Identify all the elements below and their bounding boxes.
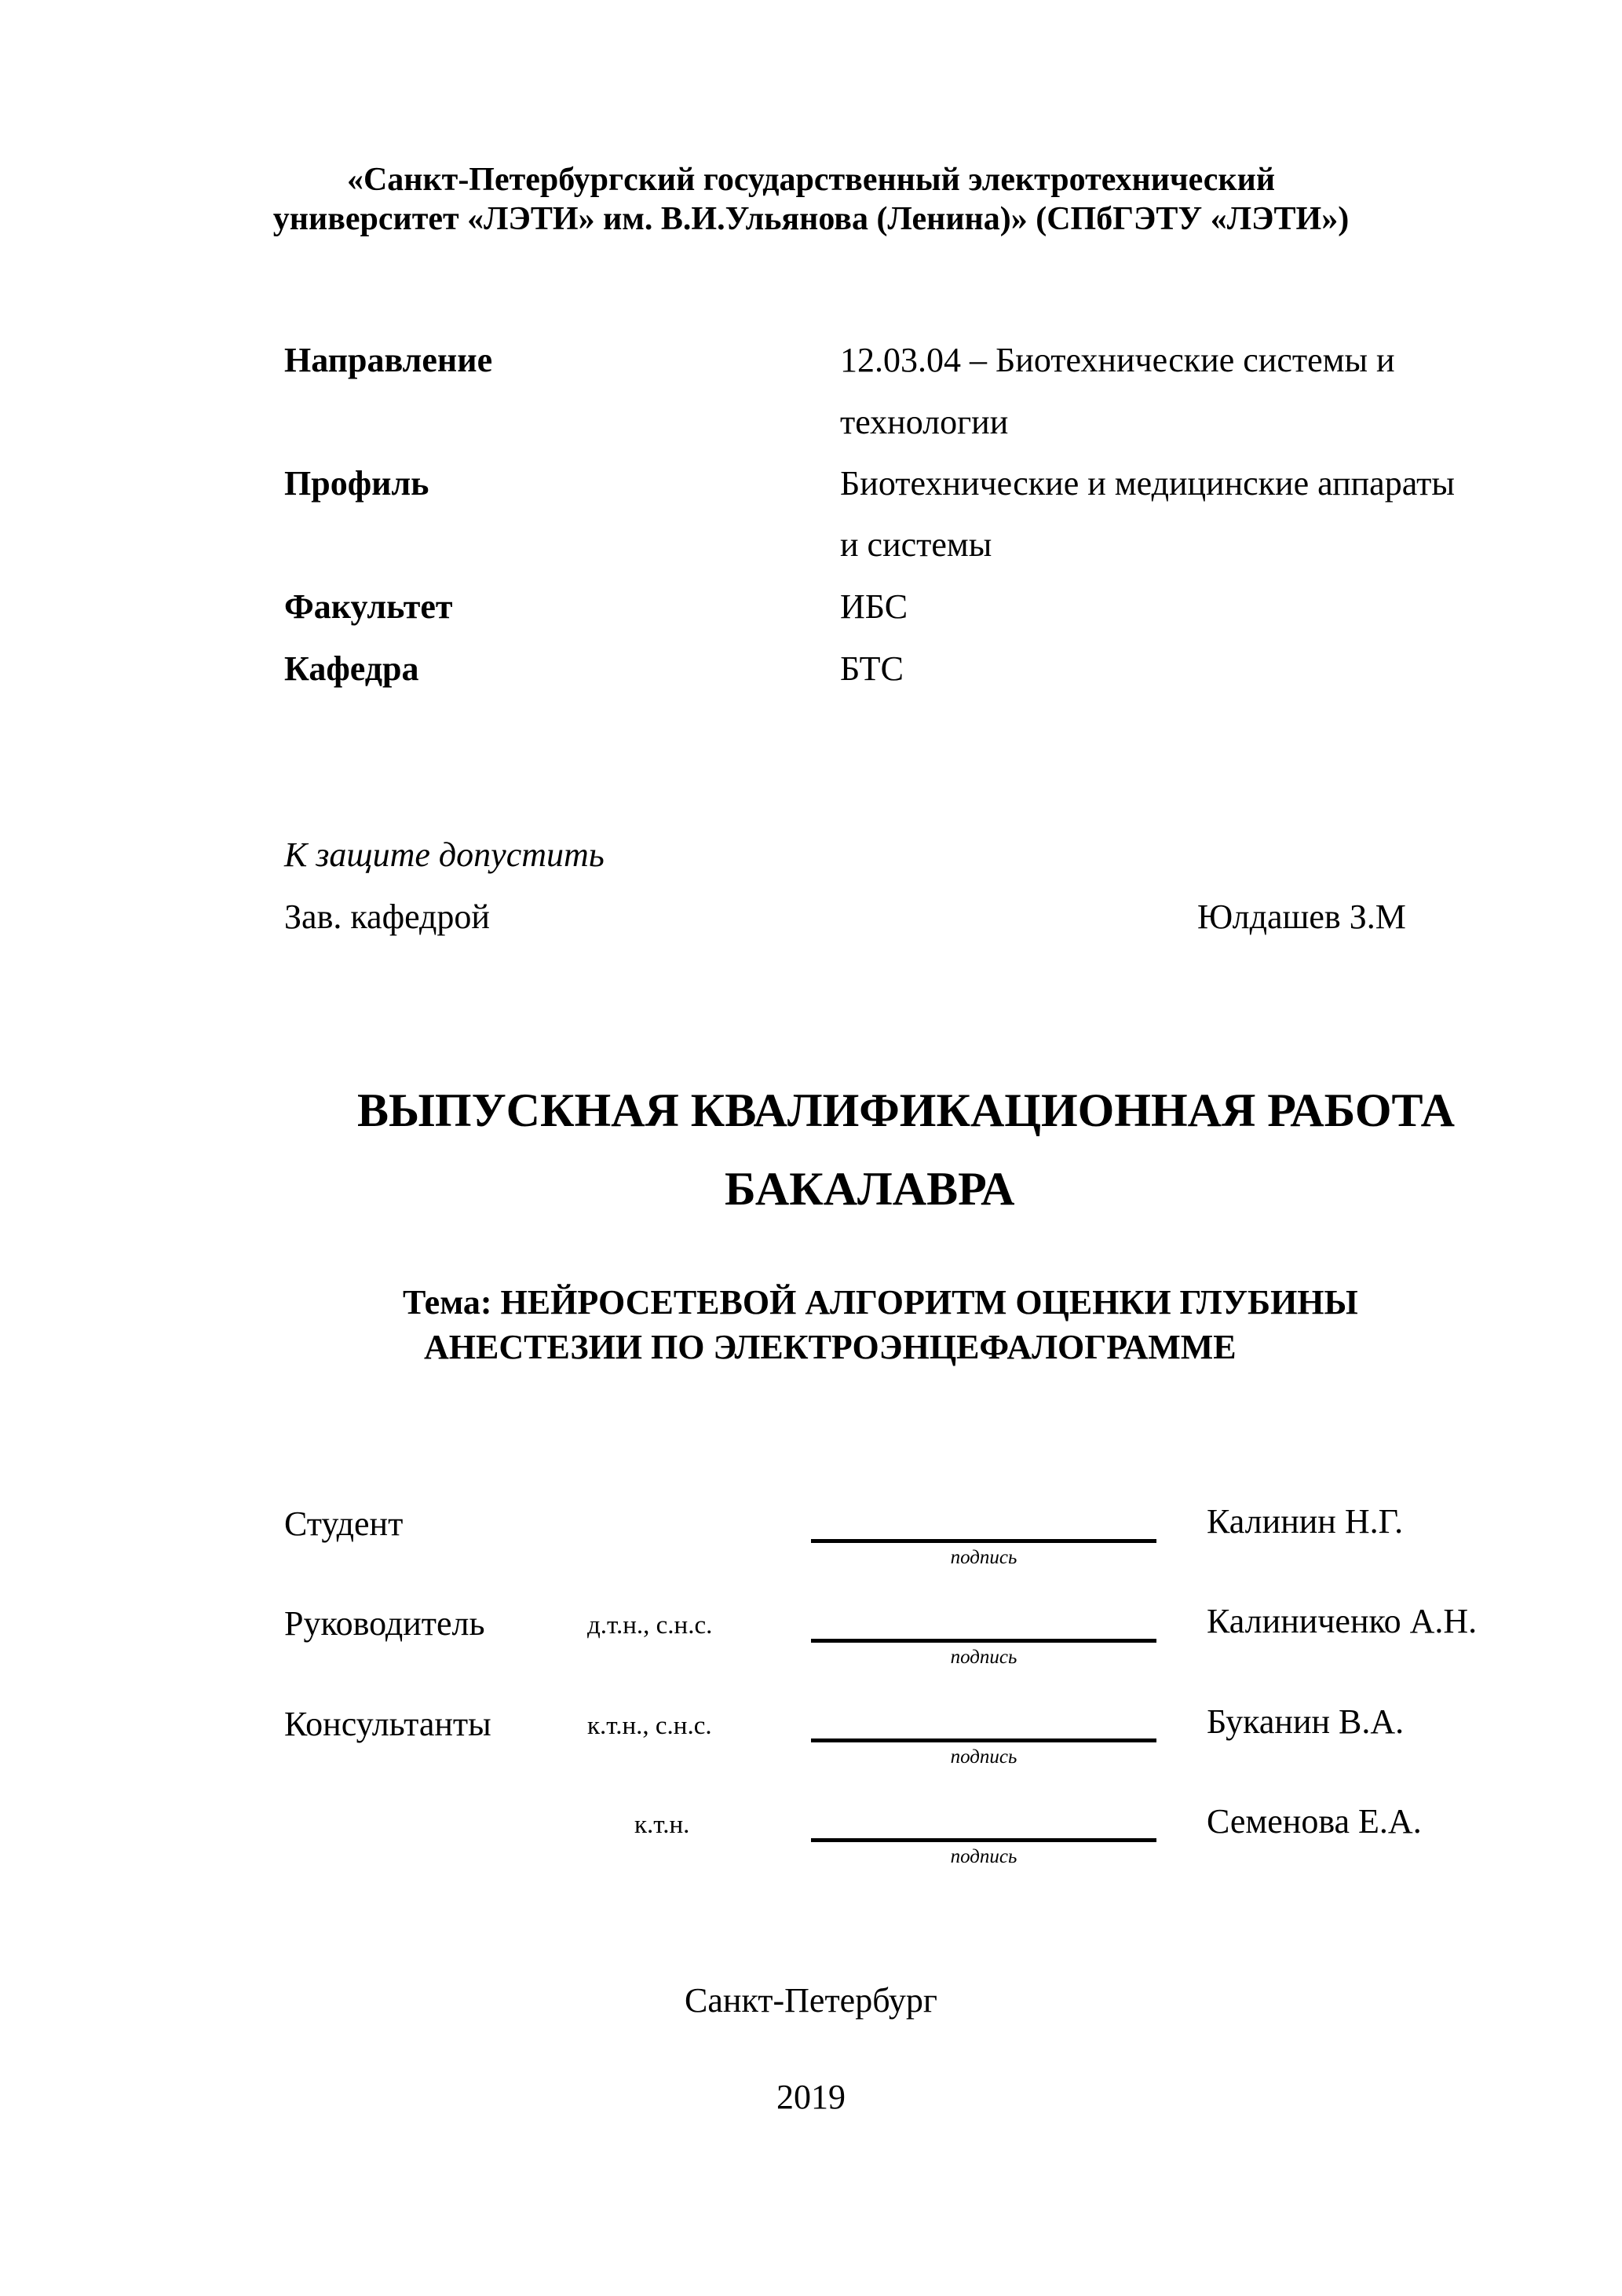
academic-degree: к.т.н. (634, 1811, 690, 1839)
profile-value-line2: и системы (840, 525, 992, 564)
city: Санкт-Петербург (685, 1981, 937, 2020)
academic-degree: д.т.н., с.н.с. (587, 1611, 713, 1640)
signatory-name: Калиниченко А.Н. (1207, 1602, 1478, 1640)
signature-caption: подпись (950, 1547, 1017, 1568)
signature-line (811, 1738, 1156, 1742)
faculty-value: ИБС (840, 587, 908, 626)
signature-role: Консультанты (284, 1705, 491, 1743)
university-name-line2: университет «ЛЭТИ» им. В.И.Ульянова (Ленина)» (СПбГЭТУ «ЛЭТИ») (272, 201, 1350, 237)
profile-value-line1: Биотехнические и медицинские аппараты (840, 464, 1455, 503)
department-label: Кафедра (284, 649, 419, 688)
signatory-name: Семенова Е.А. (1207, 1802, 1422, 1841)
faculty-label: Факультет (284, 587, 453, 626)
department-value: БТС (840, 649, 904, 688)
signature-caption: подпись (950, 1647, 1017, 1668)
signatory-name: Буканин В.А. (1207, 1702, 1405, 1741)
admit-to-defense-text: К защите допустить (284, 835, 605, 874)
profile-label: Профиль (284, 464, 429, 503)
theme-line2: АНЕСТЕЗИИ ПО ЭЛЕКТРОЭНЦЕФАЛОГРАММЕ (424, 1328, 1237, 1366)
signature-line (811, 1838, 1156, 1842)
signature-caption: подпись (950, 1846, 1017, 1867)
year: 2019 (776, 2078, 846, 2116)
university-name-line1: «Санкт-Петербургский государственный электротехнический (346, 162, 1276, 198)
signature-caption: подпись (950, 1746, 1017, 1768)
direction-value-line2: технологии (840, 403, 1009, 441)
signature-line (811, 1539, 1156, 1543)
theme-line1: Тема: НЕЙРОСЕТЕВОЙ АЛГОРИТМ ОЦЕНКИ ГЛУБИНЫ (403, 1283, 1358, 1322)
signatory-name: Калинин Н.Г. (1207, 1502, 1404, 1541)
signature-role: Студент (284, 1504, 404, 1543)
direction-value-line1: 12.03.04 – Биотехнические системы и (840, 341, 1395, 379)
work-title-line1: ВЫПУСКНАЯ КВАЛИФИКАЦИОННАЯ РАБОТА (357, 1084, 1455, 1136)
signature-role: Руководитель (284, 1604, 485, 1643)
head-of-department-label: Зав. кафедрой (284, 898, 490, 936)
signature-line (811, 1639, 1156, 1643)
work-title-line2: БАКАЛАВРА (725, 1163, 1015, 1215)
academic-degree: к.т.н., с.н.с. (587, 1712, 712, 1740)
direction-label: Направление (284, 341, 493, 379)
head-of-department-name: Юлдашев З.М (1197, 898, 1406, 936)
